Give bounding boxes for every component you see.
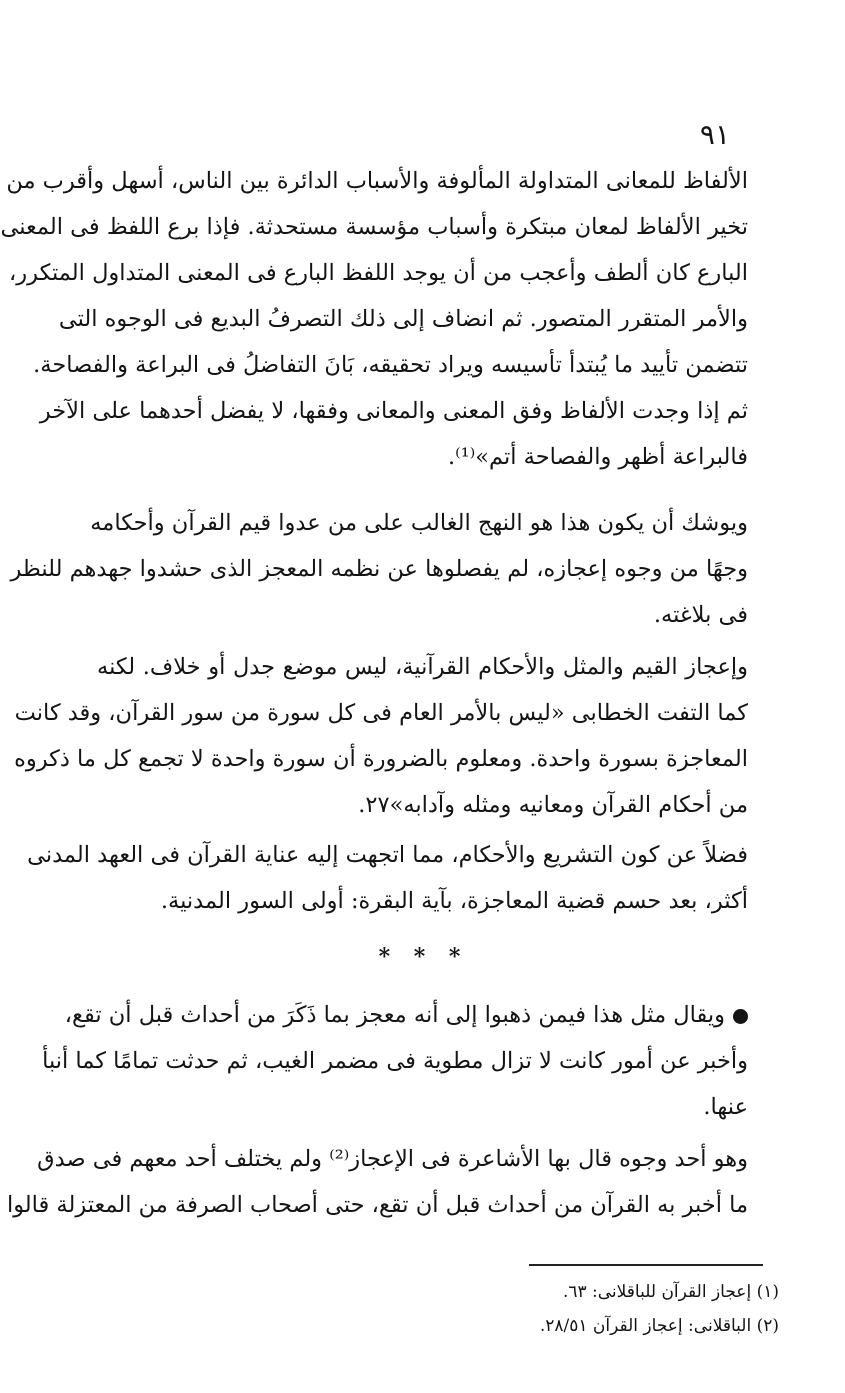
footnote-2: (٢) الباقلانى: إعجاز القرآن ٢٨/٥١. [539,1316,779,1336]
text-line-with-bullet [64,992,748,1038]
text-line: أكثر، بعد حسم قضية المعاجزة، بآية البقرة: أولى السور المدنية. [160,888,748,914]
paragraph-4 [27,832,748,924]
section-separator: * * * [378,944,469,970]
text-line: الألفاظ للمعانى المتداولة المألوفة والأسباب الدائرة بين الناس، أسهل وأقرب من [6,168,748,194]
footnote-1: (١) إعجاز القرآن للباقلانى: ٦٣. [562,1282,779,1302]
text-line: تتضمن تأييد ما يُبتدأ تأسيسه ويراد تحقيقه، بَانَ التفاضلُ فى البراعة والفصاحة. [33,352,748,378]
text-line: فالبراعة أظهر والفصاحة أتم»⁽¹⁾. [447,444,748,470]
text-line: فضلاً عن كون التشريع والأحكام، مما اتجهت إليه عناية القرآن فى العهد المدنى [27,842,748,868]
book-page [2,0,845,1393]
text-line: ويوشك أن يكون هذا هو النهج الغالب على من عدوا قيم القرآن وأحكامه [90,510,748,536]
text-line: ويقال مثل هذا فيمن ذهبوا إلى أنه معجز بما ذَكَرَ من أحداث قبل أن تقع، [64,1002,725,1028]
text-line: وأخبر عن أمور كانت لا تزال مطوية فى مضمر الغيب، ثم حدثت تمامًا كما أنبأ [42,1048,748,1074]
paragraph-6 [6,1136,748,1228]
footnotes [540,1275,779,1343]
page-number: ٩١ [699,118,730,151]
text-line: كما التفت الخطابى «ليس بالأمر العام فى كل سورة من سور القرآن، وقد كانت [14,700,748,726]
text-line: البارع كان ألطف وأعجب من أن يوجد اللفظ البارع فى المعنى المتداول المتكرر، [9,260,748,286]
text-line: فى بلاغته. [653,602,748,628]
footnote-divider [529,1264,763,1266]
text-line: والأمر المتقرر المتصور. ثم انضاف إلى ذلك التصرفُ البديع فى الوجوه التى [58,306,748,332]
text-line: تخير الألفاظ لمعان مبتكرة وأسباب مؤسسة مستحدثة. فإذا برع اللفظ فى المعنى [0,214,748,240]
text-line: وإعجاز القيم والمثل والأحكام القرآنية، ليس موضع جدل أو خلاف. لكنه [97,654,748,680]
text-line: وهو أحد وجوه قال بها الأشاعرة فى الإعجاز⁽²⁾ ولم يختلف أحد معهم فى صدق [37,1146,748,1172]
text-line: وجهًا من وجوه إعجازه، لم يفصلوها عن نظمه المعجز الذى حشدوا جهدهم للنظر [10,556,748,582]
text-line: من أحكام القرآن ومعانيه ومثله وآدابه»٢٧. [358,792,748,818]
paragraph-3 [14,644,748,828]
text-line: ما أخبر به القرآن من أحداث قبل أن تقع، حتى أصحاب الصرفة من المعتزلة قالوا [6,1192,748,1218]
text-line: عنها. [703,1094,748,1120]
text-line: المعاجزة بسورة واحدة. ومعلوم بالضرورة أن سورة واحدة لا تجمع كل ما ذكروه [14,746,748,772]
paragraph-2 [10,500,748,638]
bullet-icon [733,1009,748,1024]
paragraph-1 [0,158,748,480]
text-line: ثم إذا وجدت الألفاظ وفق المعنى والمعانى وفقها، لا يفضل أحدهما على الآخر [39,398,748,424]
paragraph-5 [42,992,748,1130]
